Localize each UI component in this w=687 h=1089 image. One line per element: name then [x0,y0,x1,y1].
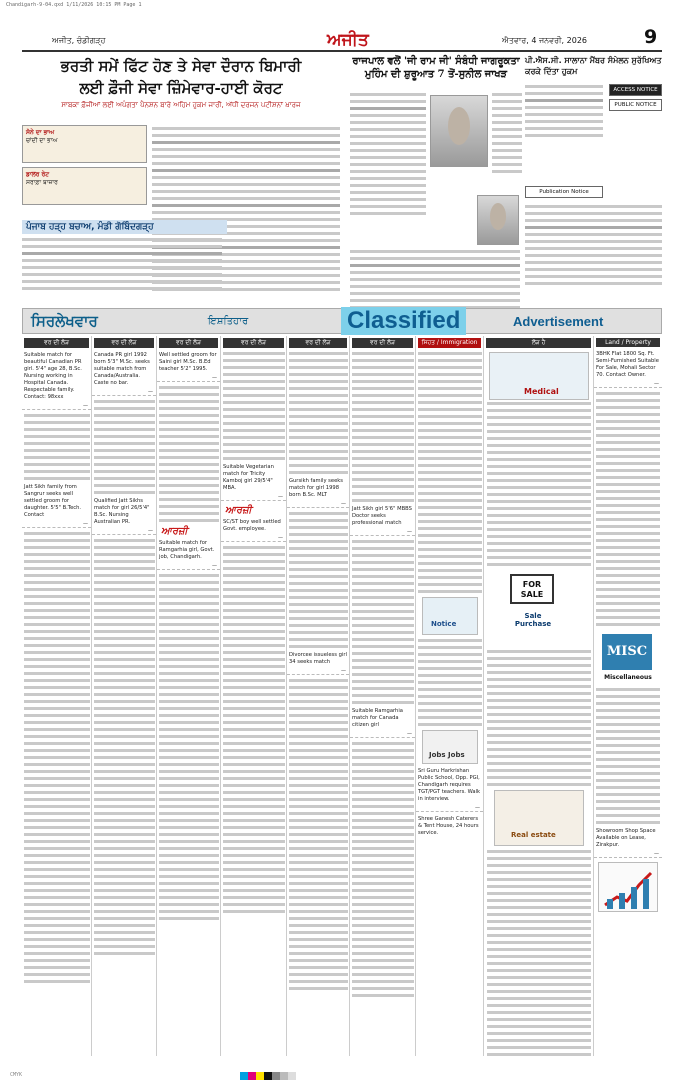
banner-punjabi-title: ਸਿਰਲੇਖਵਾਰ [31,312,98,330]
notices-stack [609,81,662,111]
politician-photo [430,95,488,167]
lead-headline-line1: ਭਰਤੀ ਸਮੇਂ ਫਿੱਟ ਹੋਣ ਤੇ ਸੇਵਾ ਦੌਰਾਨ ਬਿਮਾਰੀ [60,57,302,75]
gold-rate-label: ਸੋਨੇ ਦਾ ਭਾਅ [26,129,55,136]
column-3-stamp-1: ਆਰਜ਼ੀ [161,526,188,537]
column-1-ad-1: Suitable match for beautiful Canadian PR girl. 5'4" age 28, B.Sc. Nursing working in Hospital Canada. Respectable family. Contact: 98xxx [24,352,82,400]
medical-label: Medical [524,387,559,396]
classified-banner [22,308,662,334]
column-6-ad-1: Jatt Sikh girl 5'6" MBBS Doctor seeks professional match [352,506,412,526]
for-sale-block [484,570,593,648]
column-4-stamp: ਆਰਜ਼ੀ [225,505,252,516]
gold-rate-box [22,125,147,163]
mid-body-text-3 [350,250,520,313]
page-number: 9 [644,26,658,48]
column-4-category: ਵਰ ਦੀ ਲੋੜ [223,338,284,348]
banner-advertisement: Advertisement [513,314,604,329]
rate-boxes [22,125,147,209]
notice-label: Notice [431,620,457,628]
growth-arrow-icon [599,863,659,913]
news-section [22,55,662,305]
newspaper-logo: ਅਜੀਤ [327,30,369,50]
sale-purchase-label: Sale Purchase [514,612,552,628]
column-8-category: ਲੋੜ ਹੈ [486,338,591,348]
jobs-illustration [422,730,478,764]
public-notice: PUBLIC NOTICE [609,99,662,111]
column-9-ad-1: 3BHK Flat 1800 Sq. Ft. Semi-Furnished Suitable For Sale, Mohali Sector 70. Contact Owner. [596,351,659,378]
classified-column-5: ਵਰ ਦੀ ਲੋੜ Gursikh family seeks match for girl 1998 born B.Sc. MLT — Divorcee issueless girl 34 seeks match — [287,336,350,1056]
growth-chart-illustration [598,862,658,912]
misc-block [594,630,662,688]
person-photo [477,195,519,245]
real-estate-label: Real estate [511,831,556,839]
column-1-ad-2: Jatt Sikh family from Sangrur seeks well settled groom for daughter. 5'5" B.Tech. Contact [24,484,82,518]
column-5-ad-1: Gursikh family seeks match for girl 1998 born B.Sc. MLT [289,478,343,498]
column-6-category: ਵਰ ਦੀ ਲੋੜ [352,338,413,348]
banner-classified: Classified [341,307,466,335]
access-notice: ACCESS NOTICE [609,84,662,96]
classified-column-9: Land / Property 3BHK Flat 1800 Sq. Ft. Semi-Furnished Suitable For Sale, Mohali Sector 70. Contact Owner. — MISC Miscellaneous Showroom Shop Space Available on Lease, Zirakpur. — [594,336,662,1056]
real-estate-house-illustration [494,790,584,846]
medical-staff-illustration [489,352,589,400]
publication-notice: Publication Notice [525,186,603,198]
flood-headline: ਪੰਜਾਬ ਹੜ੍ਹ ਬਚਾਅ, ਮੰਡੀ ਗੋਬਿੰਦਗੜ੍ਹ [22,220,227,234]
classified-column-2: ਵਰ ਦੀ ਲੋੜ Canada PR girl 1992 born 5'3" M.Sc. seeks suitable match from Canada/Australia. Caste no bar. — Qualified Jatt Sikhs match for girl 26/5'4" B.Sc. Nursing Australian PR. — [92,336,157,1056]
column-5-category: ਵਰ ਦੀ ਲੋੜ [289,338,347,348]
bullion-label: ਸਰਾਫ਼ਾ ਬਾਜ਼ਾਰ [26,179,58,186]
column-3-ad-2: Suitable match for Ramgarhia girl, Govt. job, Chandigarh. [159,540,215,560]
column-7-category: ਸਿਹਤ / Immigration [418,338,481,348]
header-date: ਐਤਵਾਰ, 4 ਜਨਵਰੀ, 2026 [502,36,587,45]
jobs-label: Jobs Jobs [429,751,465,759]
dollar-rate-box [22,167,147,205]
mid-story [350,55,522,81]
column-2-ad-1: Canada PR girl 1992 born 5'3" M.Sc. seeks suitable match from Canada/Australia. Caste no bar. [94,352,150,386]
column-6-ad-2: Suitable Ramgarhia match for Canada citizen girl [352,708,403,728]
classified-column-6: ਵਰ ਦੀ ਲੋੜ Jatt Sikh girl 5'6" MBBS Doctor seeks professional match — Suitable Ramgarhia match for Canada citizen girl — [350,336,416,1056]
classified-column-8 [484,336,594,1056]
right-story [525,55,662,195]
column-9-category: Land / Property [596,338,660,347]
classified-section [22,336,662,1056]
column-1-category: ਵਰ ਦੀ ਲੋੜ [24,338,89,348]
footer: CMYK [10,1072,23,1078]
lead-story [22,55,340,110]
column-9-ad-2: Showroom Shop Space Available on Lease, Zirakpur. [596,828,656,848]
classified-column-4: ਵਰ ਦੀ ਲੋੜ Suitable Vegetarian match for Tricity Kamboj girl 29/5'4" MBA. — ਆਰਜ਼ੀ SC/ST boy well settled Govt. employee. — [221,336,287,1056]
dollar-rate-label: ਡਾਲਰ ਰੇਟ [26,171,50,178]
header-city: ਅਜੀਤ, ਚੰਡੀਗੜ੍ਹ [52,36,106,45]
classified-column-1: ਵਰ ਦੀ ਲੋੜ Suitable match for beautiful Canadian PR girl. 5'4" age 28, B.Sc. Nursing working in Hospital Canada. Respectable family. Contact: 98xxx — Jatt Sikh family from Sangrur seeks well settled groom for daughter. 5'5" B.Tech. Contact — [22,336,92,1056]
column-3-category: ਵਰ ਦੀ ਲੋੜ [159,338,218,348]
misc-label: Miscellaneous [604,674,652,681]
for-sale-sign: FOR SALE [510,574,554,604]
column-3-ad-1: Well settled groom for Saini girl M.Sc. B.Ed teacher 5'2" 1995. [159,352,217,372]
column-2-ad-2: Qualified Jatt Sikhs match for girl 26/5'4" B.Sc. Nursing Australian PR. [94,498,150,525]
mid-body-text-2 [492,93,522,177]
column-5-ad-2: Divorcee issueless girl 34 seeks match [289,652,347,665]
print-color-bar [240,1072,296,1080]
lead-subhead: ਸਾਬਕਾ ਫ਼ੌਜੀਆਂ ਲਈ ਅਪੰਗਤਾ ਪੈਨਸ਼ਨ ਬਾਰੇ ਅਹਿਮ ਹੁਕਮ ਜਾਰੀ, ਅੱਧੀ ਦਰਜਨ ਪਟੀਸ਼ਨਾਂ ਖ਼ਾਰਜ [61,101,301,109]
classified-column-3: ਵਰ ਦੀ ਲੋੜ Well settled groom for Saini girl M.Sc. B.Ed teacher 5'2" 1995. — ਆਰਜ਼ੀ Suitable match for Ramgarhia girl, Govt. job, Chandigarh. — [157,336,221,1056]
column-7-ad-1: Sri Guru Harkrishan Public School, Opp. PGI, Chandigarh requires TGT/PGT teachers. Walk in interview. [418,768,480,802]
right-headline: ਪੀ.ਐਸ.ਸੀ. ਸਾਲਾਨਾ ਮੈਂਬਰ ਸੰਮੇਲਨ ਸੁਰੱਖਿਅਤ ਕਰਕੇ ਦਿੱਤਾ ਹੁਕਮ [525,56,662,76]
misc-logo: MISC [602,634,652,670]
mid-body-text-1 [350,93,426,219]
notice-megaphone-illustration [422,597,478,635]
column-4-ad-2: SC/ST boy well settled Govt. employee. [223,519,281,532]
banner-punjabi-sub: ਇਸ਼ਤਿਹਾਰ [208,316,249,327]
lead-headline-line2: ਲਈ ਫ਼ੌਜੀ ਸੇਵਾ ਜ਼ਿੰਮੇਵਾਰ-ਹਾਈ ਕੋਰਟ [79,79,283,97]
silver-rate-label: ਚਾਂਦੀ ਦਾ ਭਾਅ [26,137,58,144]
column-4-ad-1: Suitable Vegetarian match for Tricity Kamboj girl 29/5'4" MBA. [223,464,274,491]
column-2-category: ਵਰ ਦੀ ਲੋੜ [94,338,154,348]
page-header [22,26,662,52]
classified-column-7: ਸਿਹਤ / Immigration Notice Jobs Jobs Sri Guru Harkrishan Public School, Opp. PGI, Chandigarh requires TGT/PGT teachers. Walk in interview. — Shree Ganesh Caterers & Tent House, 24 hours service. [416,336,484,1056]
mid-headline: ਰਾਜਪਾਲ ਵਲੋਂ 'ਜੀ ਰਾਮ ਜੀ' ਸੰਬੰਧੀ ਜਾਗਰੂਕਤਾ ਮੁਹਿੰਮ ਦੀ ਸ਼ੁਰੂਆਤ 7 ਤੋਂ-ਸੁਨੀਲ ਜਾਖੜ [352,56,520,80]
column-7-ad-2: Shree Ganesh Caterers & Tent House, 24 hours service. [418,816,479,836]
print-slug: Chandigarh-9-04.qxd 1/11/2026 10:15 PM Page 1 [6,2,142,8]
flood-story [22,220,227,300]
